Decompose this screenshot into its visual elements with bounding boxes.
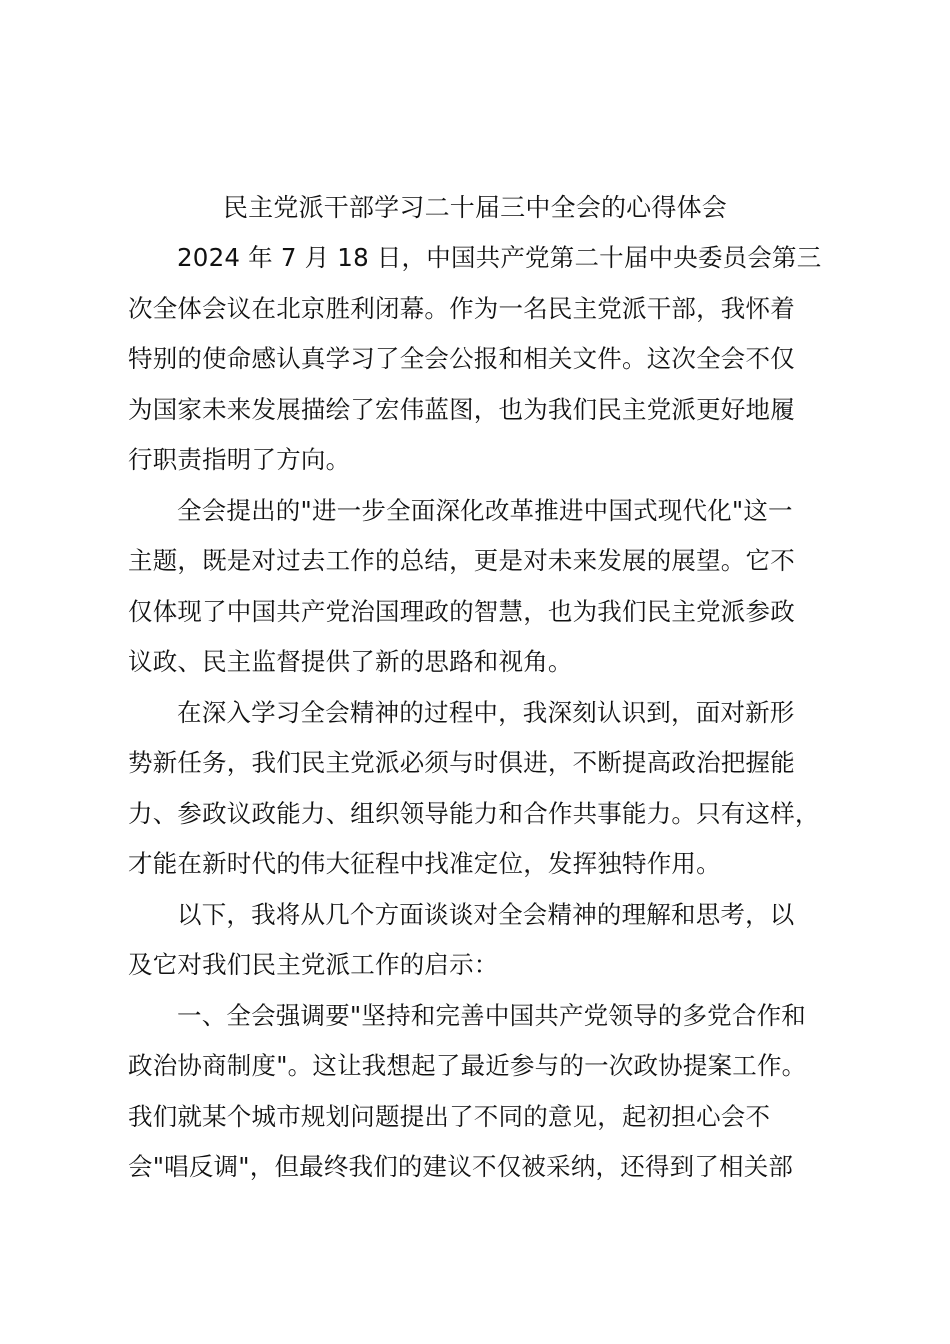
text-line: 以下，我将从几个方面谈谈对全会精神的理解和思考，以 <box>177 899 795 929</box>
text-line: 在深入学习全会精神的过程中，我深刻认识到，面对新形 <box>177 697 795 727</box>
text-line: 会"唱反调"，但最终我们的建议不仅被采纳，还得到了相关部 <box>128 1152 794 1181</box>
text-line: 一、全会强调要"坚持和完善中国共产党领导的多党合作和 <box>177 1000 806 1030</box>
document-body <box>128 233 858 1193</box>
text-line: 议政、民主监督提供了新的思路和视角。 <box>128 647 573 676</box>
paragraph-4 <box>128 890 858 991</box>
text-line: 行职责指明了方向。 <box>128 445 351 474</box>
paragraph-3 <box>128 688 858 890</box>
paragraph-1 <box>128 233 858 486</box>
text-line: 仅体现了中国共产党治国理政的智慧，也为我们民主党派参政 <box>128 596 795 626</box>
text-line: 我们就某个城市规划问题提出了不同的意见，起初担心会不 <box>128 1101 771 1131</box>
text-line: 特别的使命感认真学习了全会公报和相关文件。这次全会不仅 <box>128 344 795 373</box>
document-title: 民主党派干部学习二十届三中全会的心得体会 <box>222 193 727 222</box>
text-line: 为国家未来发展描绘了宏伟蓝图，也为我们民主党派更好地履 <box>128 394 795 424</box>
text-line: 次全体会议在北京胜利闭幕。作为一名民主党派干部，我怀着 <box>128 293 795 323</box>
text-line: 才能在新时代的伟大征程中找准定位，发挥独特作用。 <box>128 849 721 878</box>
text-line: 主题，既是对过去工作的总结，更是对未来发展的展望。它不 <box>128 546 795 575</box>
text-line: 政治协商制度"。这让我想起了最近参与的一次政协提案工作。 <box>128 1051 807 1080</box>
text-line: 力、参政议政能力、组织领导能力和合作共事能力。只有这样， <box>128 798 820 828</box>
text-line: 势新任务，我们民主党派必须与时俱进，不断提高政治把握能 <box>128 748 795 777</box>
paragraph-2 <box>128 486 858 688</box>
text-line: 2024 年 7 月 18 日，中国共产党第二十届中央委员会第三 <box>177 243 822 272</box>
paragraph-5 <box>128 991 858 1193</box>
text-line: 及它对我们民主党派工作的启示： <box>128 950 499 979</box>
text-line: 全会提出的"进一步全面深化改革推进中国式现代化"这一 <box>177 495 793 525</box>
